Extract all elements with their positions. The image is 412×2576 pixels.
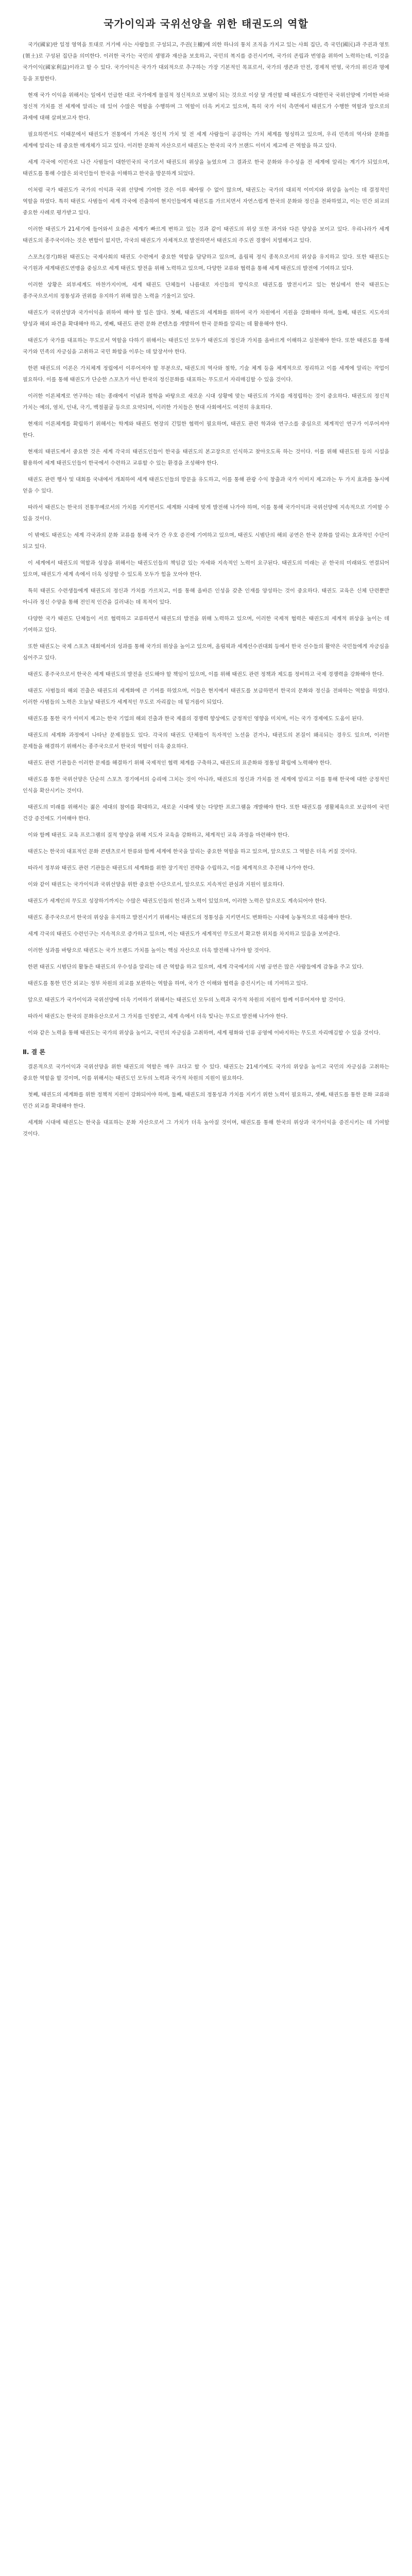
body-paragraph: 이러한 상황은 외부세계도 마찬가지이며, 세계 태권도 단체들이 나름대로 자신들의 방식으로 태권도를 발전시키고 있는 현실에서 한국 태권도는 종주국으로서의 정통성과 권위를 유지하기 위해 많은 노력을 기울이고 있다. [23,282,389,299]
body-paragraph: 태권도의 미래를 위해서는 젊은 세대의 참여를 확대하고, 새로운 시대에 맞는 다양한 프로그램을 개발해야 한다. 또한 태권도를 생활체육으로 보급하여 국민 건강 증진에도 기여해야 한다. [23,805,389,822]
body-paragraph: 세계 각국의 태권도 수련인구는 지속적으로 증가하고 있으며, 이는 태권도가 세계적인 무도로서 확고한 위치를 차지하고 있음을 보여준다. [28,931,340,937]
body-paragraph: 이 세계에서 태권도의 역할과 성장을 위해서는 태권도인들의 책임감 있는 자세와 지속적인 노력이 요구된다. 태권도의 미래는 곧 한국의 미래와도 연결되어 있으며, 태권도가 세계 속에서 더욱 성장할 수 있도록 모두가 힘을 모아야 한다. [23,561,389,578]
body-paragraph: 또한 태권도는 국제 스포츠 대회에서의 성과를 통해 국가의 위상을 높이고 있으며, 올림픽과 세계선수권대회 등에서 한국 선수들의 활약은 국민들에게 자긍심을 심어주고 있다. [23,644,389,661]
body-paragraph: 스포츠(경기)화된 태권도는 국제사회의 태권도 수련에서 중요한 역할을 담당하고 있으며, 올림픽 정식 종목으로서의 위상을 유지하고 있다. 또한 태권도는 국기원과 세계태권도연맹을 중심으로 세계 태권도 발전을 위해 노력하고 있으며, 다양한 교류와 협력을 통해 세계 태권도의 발전에 기여하고 있다. [23,255,389,272]
body-paragraph: 태권도를 통한 민간 외교는 정부 차원의 외교를 보완하는 역할을 하며, 국가 간 이해와 협력을 증진시키는 데 기여하고 있다. [28,981,308,987]
body-paragraph: 이와 함께 태권도 교육 프로그램의 질적 향상을 위해 지도자 교육을 강화하고, 체계적인 교육 과정을 마련해야 한다. [28,833,289,838]
body-paragraph: 앞으로 태권도가 국가이익과 국위선양에 더욱 기여하기 위해서는 태권도인 모두의 노력과 국가적 차원의 지원이 함께 이루어져야 할 것이다. [28,997,345,1003]
body-paragraph: 현재의 태권도에서 중요한 것은 세계 각국의 태권도인들이 한국을 태권도의 본고장으로 인식하고 찾아오도록 하는 것이다. 이를 위해 태권도원 등의 시설을 활용하여 세계 태권도인들이 한국에서 수련하고 교류할 수 있는 환경을 조성해야 한다. [23,449,389,466]
body-paragraph: 이러한 성과를 바탕으로 태권도는 국가 브랜드 가치를 높이는 핵심 자산으로 더욱 발전해 나가야 할 것이다. [28,948,271,954]
body-paragraph: 태권도를 통한 국위선양은 단순히 스포츠 경기에서의 승리에 그치는 것이 아니라, 태권도의 정신과 가치를 전 세계에 알리고 이를 통해 한국에 대한 긍정적인 인식을 확산시키는 것이다. [23,777,389,794]
body-paragraph: 태권도 관련 행사 및 대회를 국내에서 개최하여 세계 태권도인들의 방문을 유도하고, 이를 통해 관광 수익 창출과 국가 이미지 제고라는 두 가지 효과를 동시에 얻을 수 있다. [23,477,389,494]
body-paragraph: 따라서 태권도는 한국의 문화유산으로서 그 가치를 인정받고, 세계 속에서 더욱 빛나는 무도로 발전해 나가야 한다. [28,1014,288,1020]
body-paragraph: 이러한 이론체계로 연구하는 데는 종래에서 이념과 철학을 바탕으로 새로운 시대 상황에 맞는 태권도의 가치를 재정립하는 것이 중요하다. 태권도의 정신적 가치는 예의, 염치, 인내, 극기, 백절불굴 등으로 요약되며, 이러한 가치들은 현대 사회에서도 여전히 유효하다. [23,394,389,411]
conclusion-heading: Ⅱ. 결 론 [23,1048,46,1056]
body-paragraph: 태권도 종주국으로서 한국의 위상을 유지하고 발전시키기 위해서는 태권도의 정통성을 지키면서도 변화하는 시대에 능동적으로 대응해야 한다. [28,915,352,921]
body-paragraph: 세계 각국에 이민자로 나간 사범들이 대한민국의 국기로서 태권도의 위상을 높였으며 그 결과로 한국 문화와 우수성을 전 세계에 알리는 계기가 되었으며, 태권도를 통해 수많은 외국인들이 한국을 이해하고 한국을 방문하게 되었다. [23,160,389,177]
conclusion-paragraph: 세계화 시대에 태권도는 한국을 대표하는 문화 자산으로서 그 가치가 더욱 높아질 것이며, 태권도를 통해 한국의 위상과 국가이익을 증진시키는 데 기여할 것이다. [23,1120,389,1137]
body-paragraph: 이와 같은 노력을 통해 태권도는 국가의 위상을 높이고, 국민의 자긍심을 고취하며, 세계 평화와 인류 공영에 이바지하는 무도로 자리매김할 수 있을 것이다. [28,1030,381,1036]
body-paragraph: 이와 같이 태권도는 국가이익과 국위선양을 위한 중요한 수단으로서, 앞으로도 지속적인 관심과 지원이 필요하다. [28,882,285,888]
body-paragraph: 한편 태권도의 이론은 가치체계 정립에서 이루어져야 할 부분으로, 태권도의 역사와 철학, 기술 체계 등을 체계적으로 정리하고 이를 세계에 알리는 작업이 필요하다. 이를 통해 태권도가 단순한 스포츠가 아닌 한국의 정신문화를 대표하는 무도로서 자리매김할 수 있을 것이다. [23,366,389,383]
body-paragraph: 태권도 종주국으로서 한국은 세계 태권도의 발전을 선도해야 할 책임이 있으며, 이를 위해 태권도 관련 정책과 제도를 정비하고 국제 경쟁력을 강화해야 한다. [28,672,384,677]
body-paragraph: 이러한 태권도가 21세기에 들어와서 요즘은 세계가 빠르게 변하고 있는 것과 같이 태권도의 위상 또한 과거와 다른 양상을 보이고 있다. 우리나라가 세계 태권도의 종주국이라는 것은 변함이 없지만, 각국의 태권도가 자체적으로 발전하면서 태권도의 주도권 경쟁이 치열해지고 있다. [23,227,389,244]
document-body [23,40,389,1140]
body-paragraph: 다양한 국가 태권도 단체들이 서로 협력하고 교류하면서 태권도의 발전을 위해 노력하고 있으며, 이러한 국제적 협력은 태권도의 세계적 위상을 높이는 데 기여하고 있다. [23,616,389,633]
body-paragraph: 태권도 관련 기관들은 이러한 문제를 해결하기 위해 국제적인 협력 체계를 구축하고, 태권도의 표준화와 정통성 확립에 노력해야 한다. [28,760,332,766]
body-paragraph: 태권도가 국위선양과 국가이익을 위하여 해야 할 일은 많다. 첫째, 태권도의 세계화를 위하여 국가 차원에서 지원을 강화해야 하며, 둘째, 태권도 지도자의 양성과 해외 파견을 확대해야 하고, 셋째, 태권도 관련 문화 콘텐츠를 개발하여 한국 문화를 알리는 데 활용해야 한다. [23,310,389,327]
conclusion-paragraph: 결론적으로 국가이익과 국위선양을 위한 태권도의 역할은 매우 크다고 할 수 있다. 태권도는 21세기에도 국가의 위상을 높이고 국민의 자긍심을 고취하는 중요한 역할을 할 것이며, 이를 위해서는 태권도인 모두의 노력과 국가적 차원의 지원이 필요하다. [23,1064,389,1081]
body-paragraph: 필요하면서도 이때문에서 태권도가 전통에서 가져온 정신적 가치 및 전 세계 사람들이 공감하는 가치 체계를 형성하고 있으며, 우리 민족의 역사와 문화를 세계에 알리는 데 중요한 매개체가 되고 있다. 이러한 문화적 자산으로서 태권도는 한국의 국가 브랜드 이미지 제고에 큰 역할을 하고 있다. [23,132,389,149]
body-paragraph: 태권도가 세계인의 무도로 성장하기까지는 수많은 태권도인들의 헌신과 노력이 있었으며, 이러한 노력은 앞으로도 계속되어야 한다. [28,899,327,904]
body-paragraph: 한편 태권도 시범단의 활동은 태권도의 우수성을 알리는 데 큰 역할을 하고 있으며, 세계 각국에서의 시범 공연은 많은 사람들에게 감동을 주고 있다. [28,964,364,970]
body-paragraph: 태권도 사범들의 해외 진출은 태권도의 세계화에 큰 기여를 하였으며, 이들은 현지에서 태권도를 보급하면서 한국의 문화와 정신을 전파하는 역할을 하였다. 이러한 사범들의 노력은 오늘날 태권도가 세계적인 무도로 자리잡는 데 밑거름이 되었다. [23,688,389,705]
body-paragraph: 따라서 정부와 태권도 관련 기관들은 태권도의 세계화를 위한 장기적인 전략을 수립하고, 이를 체계적으로 추진해 나가야 한다. [28,866,315,871]
body-paragraph: 특히 태권도 수련생들에게 태권도의 정신과 가치를 가르치고, 이를 통해 올바른 인성을 갖춘 인재를 양성하는 것이 중요하다. 태권도 교육은 신체 단련뿐만 아니라 정신 수양을 통해 전인적 인간을 길러내는 데 목적이 있다. [23,588,389,605]
body-paragraph: 태권도를 통한 국가 이미지 제고는 한국 기업의 해외 진출과 한국 제품의 경쟁력 향상에도 긍정적인 영향을 미치며, 이는 국가 경제에도 도움이 된다. [28,716,364,722]
body-paragraph: 태권도의 세계화 과정에서 나타난 문제점들도 있다. 각국의 태권도 단체들이 독자적인 노선을 걷거나, 태권도의 본질이 왜곡되는 경우도 있으며, 이러한 문제들을 해결하기 위해서는 종주국으로서 한국의 역할이 더욱 중요하다. [23,733,389,750]
body-paragraph: 현재 국가 이익을 위해서는 일에서 언급한 대로 국가에게 물질적 정신적으로 보탬이 되는 것으로 이상 달 개선할 때 태권도가 대한민국 국위선양에 기여한 바와 정신적 가치를 전 세계에 알리는 데 있어 수많은 역할을 수행하며 그 역할이 더욱 커지고 있으며, 특히 국가 이익 측면에서 태권도가 수행한 역할과 앞으로의 과제에 대해 살펴보고자 한다. [23,93,389,121]
conclusion-paragraph: 첫째, 태권도의 세계화를 위한 정책적 지원이 강화되어야 하며, 둘째, 태권도의 정통성과 가치를 지키기 위한 노력이 필요하고, 셋째, 태권도를 통한 문화 교류와 민간 외교를 확대해야 한다. [23,1092,389,1109]
body-paragraph: 태권도는 한국의 대표적인 문화 콘텐츠로서 한류와 함께 세계에 한국을 알리는 중요한 역할을 하고 있으며, 앞으로도 그 역할은 더욱 커질 것이다. [28,849,357,855]
body-paragraph: 따라서 태권도는 한국의 전통무예로서의 가치를 지키면서도 세계화 시대에 맞게 발전해 나가야 하며, 이를 통해 국가이익과 국위선양에 지속적으로 기여할 수 있을 것이다. [23,505,389,522]
body-paragraph: 태권도가 국가를 대표하는 무도로서 역할을 다하기 위해서는 태권도인 모두가 태권도의 정신과 가치를 올바르게 이해하고 실천해야 한다. 또한 태권도를 통해 국가와 민족의 자긍심을 고취하고 국민 화합을 이루는 데 앞장서야 한다. [23,338,389,355]
body-paragraph: 현재의 이론체계를 확립하기 위해서는 학계와 태권도 현장의 긴밀한 협력이 필요하며, 태권도 관련 학과와 연구소를 중심으로 체계적인 연구가 이루어져야 한다. [23,421,389,438]
body-paragraph: 국가(國家)란 일정 영역을 토대로 거기에 사는 사람들로 구성되고, 주권(主權)에 의한 하나의 통치 조직을 가지고 있는 사회 집단, 즉 국민(國民)과 주권과 영토(領土)로 구성된 집단을 의미한다. 이러한 국가는 국민의 생명과 재산을 보호하고, 국민의 복지를 증진시키며, 국가의 존립과 번영을 위하여 노력하는데, 이것을 국가이익(國家利益)이라고 할 수 있다. 국가이익은 국가가 대외적으로 추구하는 가장 기본적인 목표로서, 국가의 생존과 안전, 경제적 번영, 국가의 위신과 명예 등을 포함한다. [23,42,389,82]
body-paragraph: 이처럼 국가 태권도가 국가의 이익과 국위 선양에 기여한 것은 이루 헤아릴 수 없이 많으며, 태권도는 국가의 대외적 이미지와 위상을 높이는 데 결정적인 역할을 하였다. 특히 태권도 사범들이 세계 각국에 진출하여 현지인들에게 태권도를 가르치면서 자연스럽게 한국의 문화와 정신을 전파하였고, 이는 민간 외교의 중요한 사례로 평가받고 있다. [23,188,389,216]
document-title: 국가이익과 국위선양을 위한 태권도의 역할 [104,18,308,30]
body-paragraph: 이 밖에도 태권도는 세계 각국과의 문화 교류를 통해 국가 간 우호 증진에 기여하고 있으며, 태권도 시범단의 해외 공연은 한국 문화를 알리는 효과적인 수단이 되고 있다. [23,533,389,550]
